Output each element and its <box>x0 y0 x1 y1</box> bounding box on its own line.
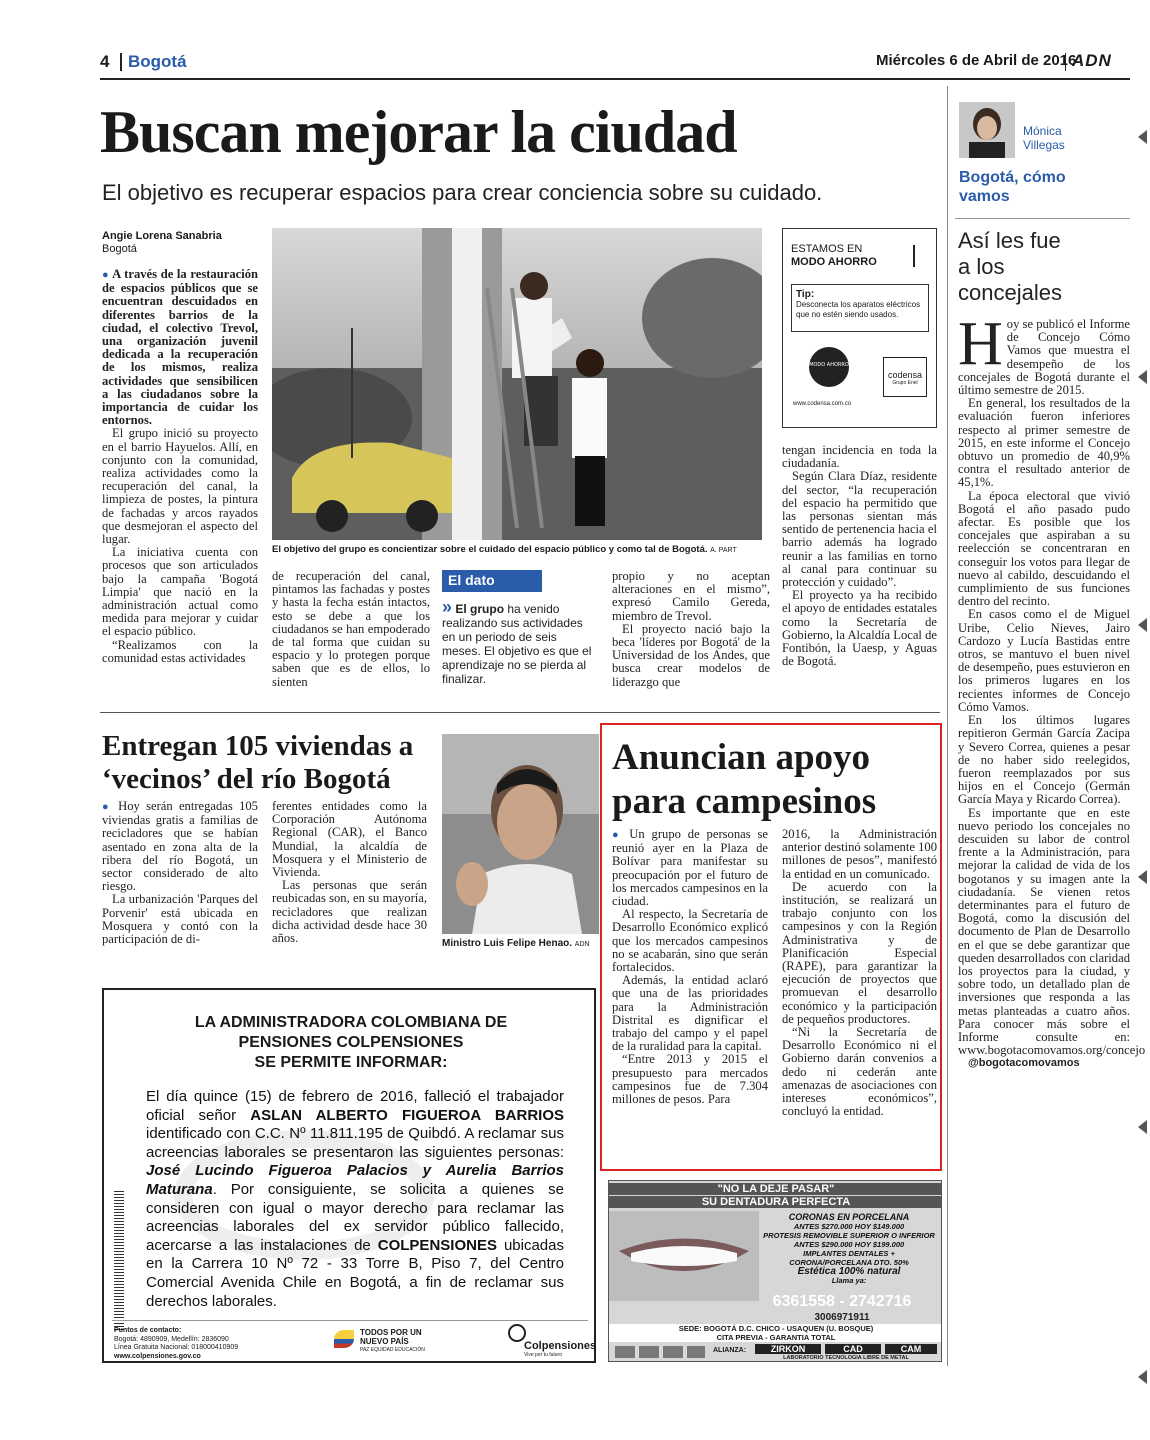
dental-alianza: ALIANZA: <box>713 1347 747 1354</box>
lead-headline: Buscan mejorar la ciudad <box>100 99 737 165</box>
campesinos-para: “Ni la Secretaría de Desarrollo Económico ni el Gobierno darán convenios a dedo ni cederán ante amenazas de asociaciones con intereses económicos”, concluyó la entidad. <box>782 1025 937 1119</box>
contact-url: www.colpensiones.gov.co <box>114 1352 201 1360</box>
caption-text: El objetivo del grupo es concientizar sobre el cuidado del espacio público y como tal de Bogotá. <box>272 544 708 555</box>
brand-logo: ADN <box>1072 51 1112 70</box>
lead-para: ● A través de la restauración de espacios públicos que se encuentran descuidados en diferentes barrios de la ciudad, el colectivo Trevol, una organización juvenil dedicada a la recuperación de los mismos, realiza actividades que sensibilicen a las ciudadanos sobre la importancia de cuidar los entornos. <box>102 267 258 428</box>
chevron-right-icon: » <box>442 597 453 617</box>
lead-para: propio y no aceptan alteraciones en el mismo”, expresó Camilo Gereda, miembro de Trevol. <box>612 569 770 623</box>
columnist-avatar <box>959 102 1015 158</box>
cad-badge: CAD <box>825 1344 881 1354</box>
codensa-brand: codensa Grupo Enel <box>883 357 927 397</box>
dental-sede: SEDE: BOGOTÁ D.C. CHICO - USAQUEN (U. BOSQUE) <box>609 1324 942 1333</box>
viviendas-para: Las personas que serán reubicadas son, en su mayoría, recicladores que realizan dicha actividad desde hace 30 años. <box>272 878 427 946</box>
contact-block <box>114 1327 274 1361</box>
section-name: Bogotá <box>128 52 187 71</box>
dental-cita: CITA PREVIA - GARANTIA TOTAL <box>609 1333 942 1342</box>
campesinos-column-2 <box>782 828 937 1118</box>
zirkon-badge: ZIRKON <box>755 1344 821 1354</box>
columnist-box <box>955 96 1135 216</box>
campesinos-para: ● Un grupo de personas se reunió ayer en la Plaza de Bolívar para manifestar su preocupación por el futuro de los mercados campesinos en la ciudad. <box>612 827 768 909</box>
lead-column-1 <box>102 268 258 665</box>
campesinos-para: 2016, la Administración anterior destinó solamente 100 millones de pesos”, manifestó la entidad en un comunicado. <box>782 827 937 881</box>
campesinos-headline: Anuncian apoyo para campesinos <box>612 737 877 822</box>
scan-marker <box>1138 618 1147 632</box>
scan-marker <box>1138 1370 1147 1384</box>
bullet-icon: ● <box>102 801 112 813</box>
colpensiones-logo: Colpensiones Vive por tu futuro <box>508 1328 588 1358</box>
column-para: La época electoral que vivió Bogotá el año pasado pudo afectar. Es posible que los concejales que aspiraban a su reelección se concentraran en conseguir los votos para llegar de nuevo al cabildo, descuidando el cumplimiento de sus funciones dentro del recinto. <box>958 488 1130 609</box>
dental-phone: 6361558 - 2742716 <box>772 1293 912 1310</box>
campesinos-para: Al respecto, la Secretaría de Desarrollo Económico explicó que los mercados campesinos no se acabarán, sino que serán fortalecidos. <box>612 907 768 975</box>
lead-photo-caption <box>272 544 762 555</box>
section-rule <box>100 712 940 713</box>
campesinos-column-1 <box>612 828 768 1106</box>
codensa-ad <box>782 228 937 428</box>
lead-para: El grupo inició su proyecto en el barrio Hayuelos. Allí, en conjunto con la comunidad, realiza actividades como la recuperación del canal, la limpieza de postes, la pintura de fachadas y arcos rayados que desmejoran el aspecto del lugar. <box>102 426 258 547</box>
contact-tollfree: Línea Gratuita Nacional: 018000410909 <box>114 1344 239 1351</box>
dental-offers: CORONAS EN PORCELANA ANTES $270.000 HOY $149.000 PROTESIS REMOVIBLE SUPERIOR O INFERIOR ANTES $290.000 HOY $199.000 IMPLANTES DENTALES + CORONA/PORCELANA DTO. 50% Estética 100% natural Llama ya: <box>763 1212 935 1285</box>
dental-top-2: SU DENTADURA PERFECTA <box>609 1196 942 1208</box>
header-divider <box>120 53 122 71</box>
colpensiones-title-1: LA ADMINISTRADORA COLOMBIANA DE <box>194 1014 508 1031</box>
dental-mobile: 3006971911 <box>814 1312 870 1323</box>
column-rule <box>955 218 1130 219</box>
codensa-line2: MODO AHORRO <box>791 256 877 268</box>
lab-text: LABORATORIO TECNOLOGIA LIBRE DE METAL <box>783 1355 909 1361</box>
cam-badge: CAM <box>885 1344 937 1354</box>
contact-title: Puntos de contacto: <box>114 1327 182 1334</box>
lead-para: “Realizamos con la comunidad estas actividades <box>102 637 258 665</box>
viviendas-headline: Entregan 105 viviendas a ‘vecinos’ del río Bogotá <box>102 730 414 795</box>
column-separator <box>947 86 948 1366</box>
flag-icon <box>334 1330 354 1348</box>
barcode-strip <box>114 1190 124 1330</box>
campesinos-para: De acuerdo con la institución, se realizará un trabajo conjunto con los campesinos y con la Región Administrativa y de Planificación Especial (RAPE), para garantizar la ejecución de proyectos que promuevan el desarrollo económico y la participación de pequeños productores. <box>782 879 937 1026</box>
issue-date: Miércoles 6 de Abril de 2016 <box>876 52 1077 69</box>
lead-para: Según Clara Díaz, residente del sector, “la recuperación del espacio ha permitido que las personas sientan más sentido de pertenencia hacia el barrio además ha logrado reunir a las familias en torno al canal para continuar su protección y cuidado”. <box>782 469 937 590</box>
plug-icon <box>913 245 923 267</box>
column-title: Así les fue a los concejales <box>958 228 1062 305</box>
columnist-last-name: Villegas <box>1023 138 1065 152</box>
dental-ad <box>608 1180 942 1362</box>
dato-text: » El grupo ha venido realizando sus actividades en un periodo de seis meses. El objetivo es que el aprendizaje no se pierda al finalizar. <box>442 597 592 686</box>
minister-photo <box>442 734 599 934</box>
scan-marker <box>1138 370 1147 384</box>
smile-image <box>609 1211 759 1301</box>
campesinos-para: “Entre 2013 y 2015 el presupuesto para mercados campesinos fue de 7.304 millones de pesos. Para <box>612 1052 768 1107</box>
column-para: En los últimos lugares repitieron Germán García Zacipa y Severo Correa, quienes a pesar de no haber sido reelegidos, fueron reemplazados por sus hijos en el Concejo (Germán García Maya y Ricardo Correa). <box>958 713 1130 807</box>
dental-top-1: "NO LA DEJE PASAR" <box>609 1183 942 1195</box>
lead-para: El proyecto ya ha recibido el apoyo de entidades estatales como la Secretaría de Gobierno, la Alcaldía Local de Fontibón, la Uaesp, y Aguas de Bogotá. <box>782 588 937 669</box>
viviendas-para: ● Hoy serán entregadas 105 viviendas gratis a familias de recicladores que se habían asentado en zona alta de la ribera del río Bogotá, un sector considerado de alto riesgo. <box>102 799 258 894</box>
contact-phones: Bogotá: 4890909, Medellín: 2836090 <box>114 1335 229 1343</box>
dato-box <box>442 570 597 688</box>
bullet-icon: ● <box>102 269 110 281</box>
codensa-tip-box <box>791 284 929 332</box>
lead-para: El proyecto nació bajo la beca 'líderes por Bogotá' de la Universidad de los Andes, que busca crear modelos de liderazgo que <box>612 621 770 689</box>
page-header <box>100 48 1130 78</box>
columnist-first-name: Mónica <box>1023 124 1062 138</box>
lead-para: de recuperación del canal, pintamos las fachadas y postes y hasta la fecha están intactos, esto se debe a que los ciudadanos se han empoderado de tal forma que cuidan su espacio y lo protegen porque saben que es de ellos, lo sienten <box>272 569 430 689</box>
drop-cap: H <box>958 310 1003 378</box>
lead-photo <box>272 228 762 540</box>
viviendas-column-1 <box>102 800 258 946</box>
byline-author: Angie Lorena Sanabria <box>102 230 222 242</box>
dato-title: El dato <box>442 570 542 592</box>
column-para: En general, los resultados de la evaluación fueron inferiores respecto al primer semestre de 2015, en este informe el Concejo obtuvo un promedio de 40,9% contra el resultado anterior de 45,1%. <box>958 396 1130 490</box>
colpensiones-logo-icon <box>508 1324 526 1342</box>
column-para: Es importante que en este nuevo periodo los concejales no descuiden su labor de control frente a la Administración, para mejorar la calidad de vida de los bogotanos y su imagen ante la ciudadanía. Se vienen retos determinantes para el futuro de Bogotá, como la discusión del documento de Plan de Desarrollo en el que se debe garantizar que queden desarrollados con claridad los proyectos para la ciudad, y sobre todo, un detallado plan de inversiones que responda a las metas planteadas a cuatro años. Para conocer más sobre el Informe consulte en: www.bogotacomovamos.org/concejo <box>958 805 1146 1058</box>
header-divider <box>1065 53 1066 71</box>
lead-para: tengan incidencia en toda la ciudadanía. <box>782 443 937 471</box>
tip-text: Desconecta los aparatos eléctricos que no estén siendo usados. <box>796 300 921 319</box>
byline-city: Bogotá <box>102 243 137 255</box>
viviendas-para: La urbanización 'Parques del Porvenir' está ubicada en Mosquera y contó con la participación de di- <box>102 892 258 947</box>
page-number: 4 <box>100 52 110 71</box>
scan-marker <box>1138 130 1147 144</box>
colpensiones-body: El día quince (15) de febrero de 2016, falleció el trabajador oficial señor ASLAN ALBERTO FIGUEROA BARRIOS identificado con C.C. Nº 11.811.195 de Quibdó. A reclamar sus acreencias laborales se presentaron las siguientes personas: José Lucindo Figueroa Palacios y Aurelia Barrios Maturana. Por consiguiente, se solicita a quienes se consideren con igual o mayor derecho para reclamar las acreencias laborales del ex servidor público fallecido, acercarse a las instalaciones de COLPENSIONES ubicadas en la Carrera 10 Nº 72 - 33 Torre B, Piso 7, del Centro Comercial Avenida Chile en Bogotá, a fin de reclamar sus derechos laborales. <box>146 1088 564 1310</box>
colpensiones-title-2: PENSIONES COLPENSIONES <box>238 1034 464 1051</box>
column-handle: @bogotacomovamos <box>968 1057 1080 1070</box>
scan-marker <box>1138 1120 1147 1134</box>
gov-logo: TODOS POR UN NUEVO PAÍS PAZ EQUIDAD EDUCACIÓN <box>334 1328 434 1355</box>
column-para: oy se publicó el Informe de Concejo Cómo Vamos que muestra el desempeño de los concejales de Bogotá durante el último semestre de 2015. <box>958 317 1130 398</box>
bullet-icon: ● <box>612 829 623 841</box>
lead-column-5 <box>782 444 937 668</box>
lead-para: La iniciativa cuenta con procesos que son articulados bajo la campaña 'Bogotá Limpia' que nació en la administración actual como medida para mejorar y cuidar el espacio público. <box>102 545 258 639</box>
caption-credit: A. PART <box>710 547 737 554</box>
scan-marker <box>1138 870 1147 884</box>
ad-footer-rule <box>112 1320 588 1321</box>
caption-text: Ministro Luis Felipe Henao. <box>442 938 573 949</box>
codensa-line1: ESTAMOS EN <box>791 243 863 255</box>
lead-subhead: El objetivo es recuperar espacios para crear conciencia sobre su cuidado. <box>102 180 823 205</box>
lead-column-4 <box>612 570 770 689</box>
payment-icons <box>615 1346 705 1358</box>
viviendas-para: ferentes entidades como la Corporación Autónoma Regional (CAR), el Banco Mundial, la alcaldía de Mosquera y el Ministerio de Vivienda. <box>272 799 427 880</box>
caption-credit: ADN <box>574 941 590 948</box>
colpensiones-ad <box>102 988 596 1363</box>
viviendas-column-2 <box>272 800 427 945</box>
column-body <box>958 310 1146 1071</box>
column-kicker: Bogotá, cómo vamos <box>959 169 1066 205</box>
codensa-url: www.codensa.com.co <box>793 401 852 407</box>
colpensiones-title-3: SE PERMITE INFORMAR: <box>254 1054 448 1071</box>
modo-ahorro-seal: MODO AHORRO <box>809 347 849 387</box>
tip-label: Tip: <box>796 289 815 300</box>
lead-column-2 <box>272 570 430 689</box>
minister-photo-caption <box>442 938 602 949</box>
campesinos-para: Además, la entidad aclaró que una de las prioridades para la Administración Distrital es dignificar el trabajo del campo y el papel de la ruralidad para la capital. <box>612 973 768 1054</box>
header-rule <box>100 78 1130 80</box>
column-para: En casos como el de Miguel Uribe, Celio Nieves, Jairo Cardozo y Lucía Bastidas entre otros, se mantuvo el buen nivel de desempeño, pues estuvieron en los primeros lugares en los recientes informes de Concejo Cómo Vamos. <box>958 607 1130 714</box>
